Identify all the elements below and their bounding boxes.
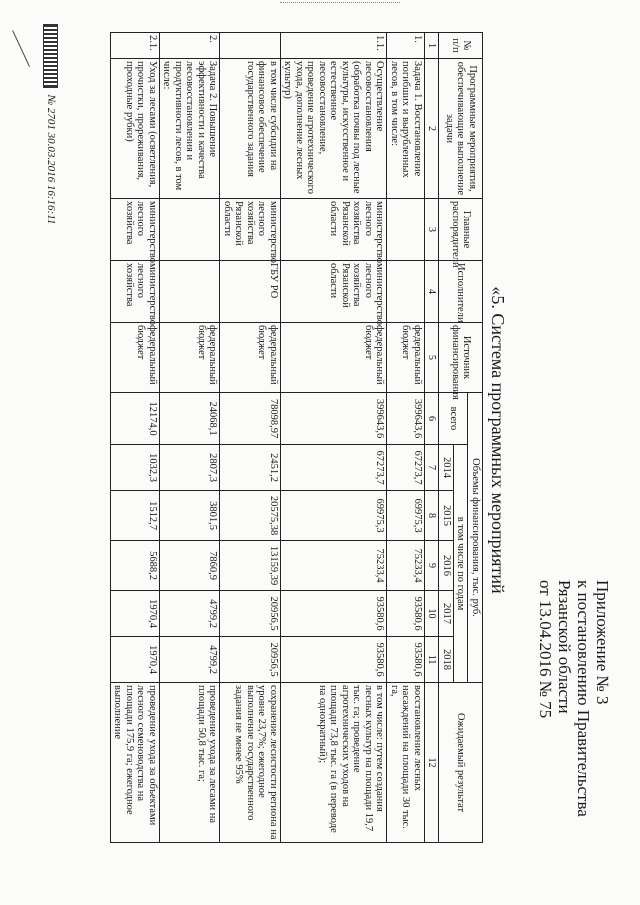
appendix-number: Приложение № 3 [593,580,612,705]
row-year-value: 20956,5 [220,591,281,637]
row-managers [387,199,425,261]
col-year: 2018 [439,637,454,683]
col-year: 2014 [439,445,454,491]
row-year-value: 75233,4 [281,541,388,591]
row-source: федеральный бюджет [220,323,281,393]
row-executors: ГБУ РО [220,261,281,323]
col-total: всего [439,393,468,445]
row-year-value: 2807,3 [160,445,221,491]
row-year-value: 67273,7 [281,445,388,491]
row-activity: Уход за лесами (осветления, прочистки, прореживания, проходные рубки) [111,59,160,199]
table-row [281,33,388,843]
row-result: проведение ухода за объектами лесного семеноводства на площади 175,9 га; ежегодное выполнение [111,683,160,843]
column-number: 11 [425,637,440,683]
row-total: 78098,97 [220,393,281,445]
appendix-header [536,580,612,860]
column-number: 8 [425,491,440,541]
row-result: восстановление лесных насаждений на площади 30 тыс. га, [387,683,425,843]
appendix-region: Рязанской области [555,580,574,714]
registration-stamp [43,24,58,274]
table-row [387,33,425,843]
row-year-value: 5688,2 [111,541,160,591]
row-total: 12174,0 [111,393,160,445]
row-managers: министерство лесного хозяйства [111,199,160,261]
row-year-value: 2451,2 [220,445,281,491]
column-number: 10 [425,591,440,637]
scan-artifact [280,2,400,7]
row-year-value: 93580,6 [387,637,425,683]
row-activity: Задача 2. Повышение эффективности и качества лесовосстановления и продуктивности лесов, в том числе: [160,59,221,199]
row-source: федеральный бюджет [111,323,160,393]
column-number: 1 [425,33,440,59]
row-year-value: 1970,4 [111,637,160,683]
column-number: 3 [425,199,440,261]
col-managers: Главные распорядители [439,199,483,261]
row-total: 24068,1 [160,393,221,445]
row-total: 399643,6 [281,393,388,445]
col-no: № п/п [439,33,483,59]
row-year-value: 20956,5 [220,637,281,683]
row-no: 2. [160,33,221,59]
table-row [220,33,281,843]
col-executors: Исполнители [439,261,483,323]
row-no: 2.1. [111,33,160,59]
section-title: «5. Система программных мероприятий [488,286,508,594]
column-number: 9 [425,541,440,591]
col-year: 2016 [439,541,454,591]
col-activity: Программные мероприятия, обеспечивающие выполнение задачи [439,59,483,199]
col-year: 2017 [439,591,454,637]
row-executors: министерство лесного хозяйства Рязанской области [281,261,388,323]
row-year-value: 13159,39 [220,541,281,591]
column-number: 2 [425,59,440,199]
appendix-resolution: к постановлению Правительства [574,580,593,817]
row-result: в том числе: путем создания лесных культур на площади 19,7 тыс. га; проведение агротехнических уходов на площади 73,8 тыс. га (в переводе на однократный); [281,683,388,843]
row-managers: министерство лесного хозяйства Рязанской области [220,199,281,261]
row-result: сохранение лесистости региона на уровне 23,7%; ежегодное выполнение государственного задания не менее 95% [220,683,281,843]
row-year-value: 1512,7 [111,491,160,541]
row-year-value: 1970,4 [111,591,160,637]
column-number: 5 [425,323,440,393]
column-number: 12 [425,683,440,843]
row-year-value: 3801,5 [160,491,221,541]
col-sources: Источник финансирования [439,323,483,393]
row-year-value: 4799,2 [160,637,221,683]
row-year-value: 69975,3 [281,491,388,541]
row-activity: Осуществление лесовосстановления (обработка почвы под лесные культуры, искусственное и естественное лесовосстановление, проведение агротехнического ухода, дополнение лесных культур) [281,59,388,199]
table-row [160,33,221,843]
barcode-icon [43,24,58,88]
column-number: 4 [425,261,440,323]
column-number: 6 [425,393,440,445]
row-executors [160,261,221,323]
table-header-row [468,33,483,843]
row-year-value: 67273,7 [387,445,425,491]
program-activities-table [110,32,483,843]
row-managers [160,199,221,261]
row-year-value: 75233,4 [387,541,425,591]
registration-number: № 2701 30.03.2016 16:16:11 [44,94,57,225]
row-no: 1. [387,33,425,59]
row-result: проведение ухода за лесами на площади 50,8 тыс. га; [160,683,221,843]
row-managers: министерство лесного хозяйства Рязанской области [281,199,388,261]
rotated-document [18,20,618,860]
row-activity: в том числе субсидии на финансовое обеспечение государственного задания [220,59,281,199]
signature-mark [12,25,41,67]
row-year-value: 7860,9 [160,541,221,591]
row-source: федеральный бюджет [387,323,425,393]
col-by-years: в том числе по годам [454,445,469,683]
row-year-value: 93580,6 [387,591,425,637]
col-year: 2015 [439,491,454,541]
table-row [111,33,160,843]
row-year-value: 93580,6 [281,637,388,683]
row-year-value: 4799,2 [160,591,221,637]
row-executors: министерство лесного хозяйства [111,261,160,323]
row-year-value: 93580,6 [281,591,388,637]
row-year-value: 69975,3 [387,491,425,541]
row-year-value: 1032,3 [111,445,160,491]
col-funding: Объемы финансирования, тыс. руб. [468,393,483,683]
row-no: 1.1. [281,33,388,59]
column-number-row [425,33,440,843]
row-total: 399643,6 [387,393,425,445]
row-no [220,33,281,59]
row-activity: Задача 1. Восстановление погибших и вырубленных лесов, в том числе: [387,59,425,199]
row-source: федеральный бюджет [281,323,388,393]
column-number: 7 [425,445,440,491]
row-year-value: 20575,38 [220,491,281,541]
row-source: федеральный бюджет [160,323,221,393]
appendix-date: от 13.04.2016 № 75 [536,580,555,719]
col-result: Ожидаемый результат [439,683,483,843]
row-executors [387,261,425,323]
